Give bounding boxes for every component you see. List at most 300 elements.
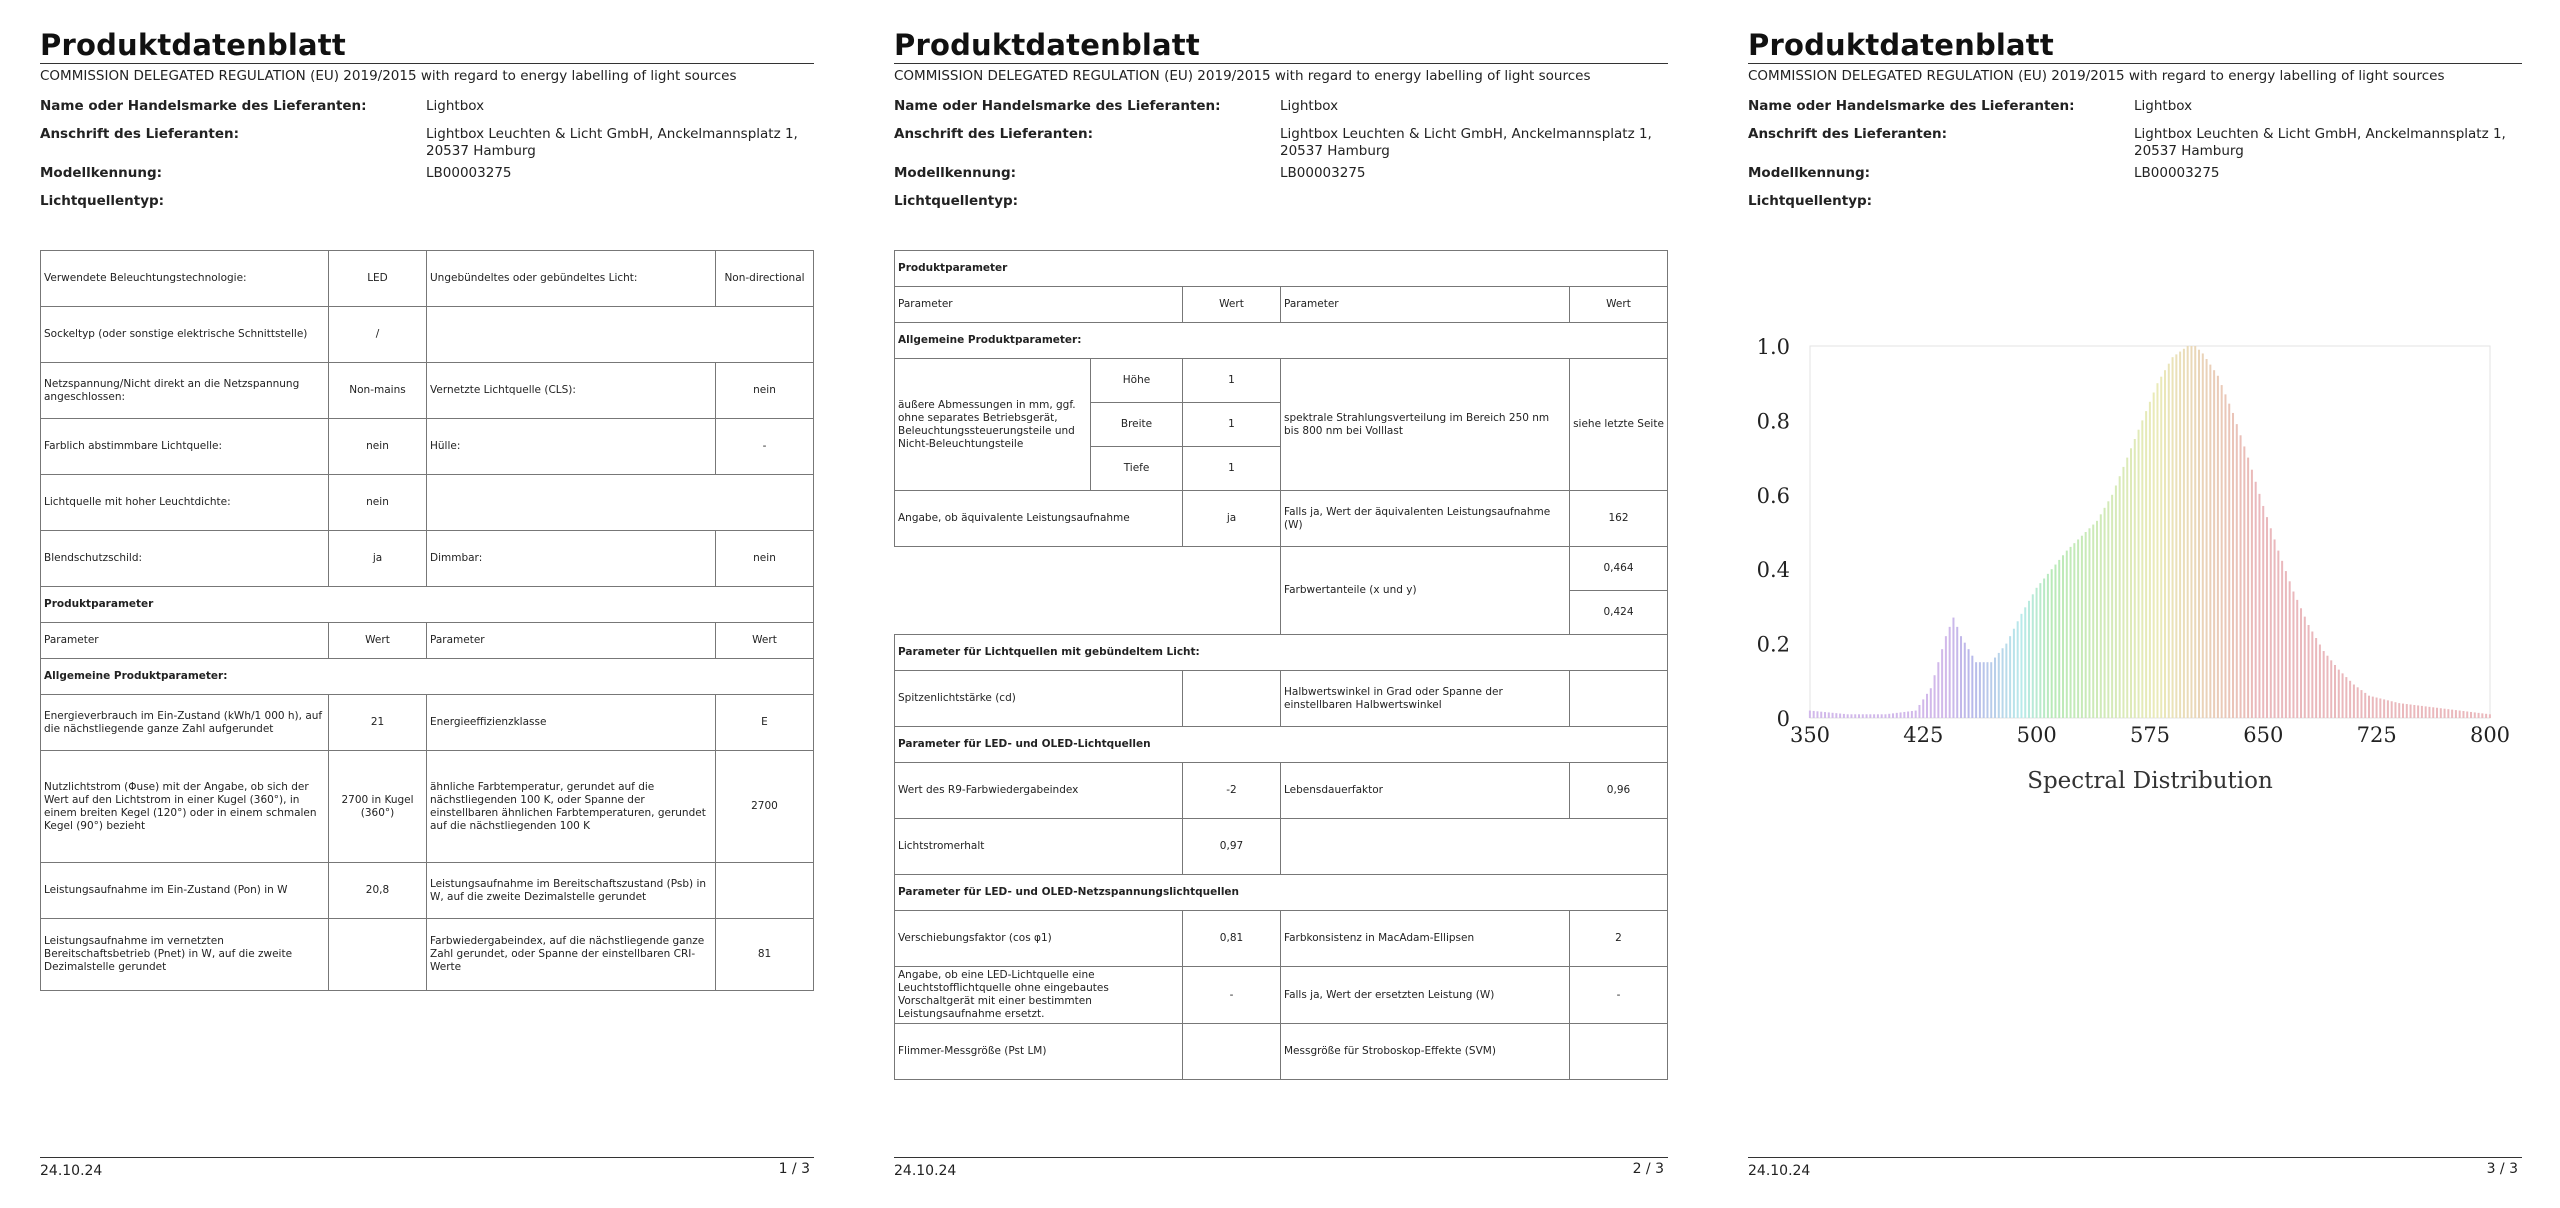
spectrum-bar — [2138, 430, 2140, 718]
table-cell — [1281, 819, 1668, 875]
table-row — [895, 671, 1668, 727]
spectrum-bar — [1960, 636, 1962, 718]
spectrum-bar — [1896, 713, 1898, 718]
table-cell: Breite — [1091, 403, 1183, 447]
table-row — [895, 763, 1668, 819]
footer-divider — [40, 1157, 814, 1158]
section-header-row — [895, 323, 1668, 359]
datasheet-page-1 — [40, 0, 814, 1208]
spectrum-bar — [2149, 402, 2151, 718]
column-header-row — [41, 623, 814, 659]
x-tick-label: 575 — [2129, 723, 2171, 747]
spectrum-bar — [1915, 711, 1917, 718]
spectrum-bar — [1888, 714, 1890, 718]
supplier-name-value: Lightbox — [2134, 98, 2193, 114]
spectrum-bar — [2024, 607, 2026, 718]
spectrum-bar — [2398, 703, 2400, 718]
spectrum-bar — [2179, 352, 2181, 718]
spectrum-bar — [1907, 711, 1909, 718]
spectrum-bar — [2402, 704, 2404, 718]
spectrum-bar — [1918, 705, 1920, 718]
spectrum-bar — [2209, 365, 2211, 718]
supplier-name-label: Name oder Handelsmarke des Lieferanten: — [40, 98, 367, 114]
table-cell: Farbwiedergabeindex, auf die nächstliegende ganze Zahl gerundet, oder Spanne der einstellbaren CRI-Werte — [427, 919, 716, 991]
spectrum-bar — [2051, 569, 2053, 718]
table-cell: E — [716, 695, 814, 751]
supplier-address-label: Anschrift des Lieferanten: — [894, 126, 1093, 142]
section-title: Allgemeine Produktparameter: — [895, 323, 1668, 359]
spectrum-bar — [2100, 514, 2102, 718]
table-cell: siehe letzte Seite — [1570, 359, 1668, 491]
spectrum-bar — [2213, 370, 2215, 718]
spectrum-bar — [2474, 712, 2476, 718]
spectrum-bar — [2224, 394, 2226, 718]
spectrum-bar — [1979, 662, 1981, 718]
spectrum-bar — [2440, 708, 2442, 718]
table-row — [41, 695, 814, 751]
table-cell: Hülle: — [427, 419, 716, 475]
section-header-row — [41, 659, 814, 695]
table-cell: Falls ja, Wert der äquivalenten Leistungsaufnahme (W) — [1281, 491, 1570, 547]
spectrum-bar — [2058, 560, 2060, 718]
spectrum-bar — [2255, 482, 2257, 718]
spectrum-bar — [2107, 501, 2109, 718]
column-header: Parameter — [41, 623, 329, 659]
page-number: 3 / 3 — [2486, 1161, 2518, 1177]
spectrum-bar — [2232, 413, 2234, 718]
spectrum-bar — [2183, 349, 2185, 718]
spectrum-bar — [2243, 446, 2245, 718]
section-title: Produktparameter — [41, 587, 814, 623]
x-tick-label: 425 — [1903, 723, 1944, 747]
table-cell: spektrale Strahlungsverteilung im Bereich 250 nm bis 800 nm bei Volllast — [1281, 359, 1570, 491]
table-cell: Sockeltyp (oder sonstige elektrische Schnittstelle) — [41, 307, 329, 363]
model-value: LB00003275 — [1280, 165, 1366, 181]
spectrum-bar — [1847, 714, 1849, 718]
table-cell — [1183, 671, 1281, 727]
spectrum-bar — [2447, 709, 2449, 718]
table-cell: Dimmbar: — [427, 531, 716, 587]
spectrum-bar — [1964, 643, 1966, 718]
spectrum-bar — [2432, 707, 2434, 718]
spectrum-bar — [2187, 346, 2189, 718]
table-row — [41, 363, 814, 419]
spectrum-bar — [1926, 694, 1928, 718]
spectrum-bar — [2062, 555, 2064, 718]
table-cell: Blendschutzschild: — [41, 531, 329, 587]
spectrum-bar — [2421, 706, 2423, 718]
spectrum-bar — [2039, 583, 2041, 718]
table-cell: / — [329, 307, 427, 363]
table-cell: 1 — [1183, 359, 1281, 403]
spectrum-bar — [2122, 467, 2124, 718]
supplier-name-value: Lightbox — [426, 98, 485, 114]
spectrum-bar — [2228, 404, 2230, 718]
table-cell: Spitzenlichtstärke (cd) — [895, 671, 1183, 727]
model-value: LB00003275 — [426, 165, 512, 181]
table-cell: nein — [329, 419, 427, 475]
spectrum-bar — [2206, 359, 2208, 718]
table-cell — [1570, 671, 1668, 727]
spectrum-bar — [2081, 536, 2083, 718]
column-header: Wert — [1183, 287, 1281, 323]
column-header: Wert — [329, 623, 427, 659]
title-divider — [894, 63, 1668, 64]
page-title: Produktdatenblatt — [894, 28, 1200, 62]
spectrum-bar — [1828, 712, 1830, 718]
model-label: Modellkennung: — [1748, 165, 1871, 181]
spectrum-bar — [2130, 448, 2132, 718]
table-cell: Höhe — [1091, 359, 1183, 403]
spectrum-bar — [1968, 649, 1970, 718]
table-cell: 0,424 — [1570, 591, 1668, 635]
x-tick-label: 650 — [2243, 723, 2284, 747]
section-title: Produktparameter — [895, 251, 1668, 287]
table-cell: -2 — [1183, 763, 1281, 819]
table-cell: nein — [716, 531, 814, 587]
spectrum-bar — [1952, 618, 1954, 718]
spectrum-bar — [1911, 711, 1913, 718]
spectrum-bar — [2372, 697, 2374, 718]
spectrum-bar — [2406, 704, 2408, 718]
spectrum-bar — [2462, 711, 2464, 718]
table-row — [41, 251, 814, 307]
table-cell: Leistungsaufnahme im vernetzten Bereitschaftsbetrieb (Pnet) in W, auf die zweite Dezimalstelle gerundet — [41, 919, 329, 991]
spectrum-bar — [2194, 346, 2196, 718]
spectrum-bar — [1813, 711, 1815, 718]
table-cell: 0,97 — [1183, 819, 1281, 875]
supplier-address-label: Anschrift des Lieferanten: — [1748, 126, 1947, 142]
table-cell: Verschiebungsfaktor (cos φ1) — [895, 911, 1183, 967]
chart-title: Spectral Distribution — [2027, 768, 2273, 794]
spectrum-bar — [1866, 714, 1868, 718]
table-cell: ja — [1183, 491, 1281, 547]
table-cell: 0,96 — [1570, 763, 1668, 819]
footer-divider — [894, 1157, 1668, 1158]
light-source-type-label: Lichtquellentyp: — [894, 193, 1019, 209]
spectrum-bar — [2005, 644, 2007, 718]
title-divider — [1748, 63, 2522, 64]
spectrum-bar — [1903, 712, 1905, 718]
spectrum-bar — [2285, 571, 2287, 718]
spectrum-bar — [2190, 346, 2192, 718]
x-tick-label: 800 — [2469, 723, 2511, 747]
spectrum-bar — [2349, 681, 2351, 718]
column-header-row — [895, 287, 1668, 323]
spectrum-bar — [1824, 712, 1826, 718]
spectrum-bar — [2304, 617, 2306, 718]
table-row — [41, 863, 814, 919]
table-cell: Non-mains — [329, 363, 427, 419]
spectrum-bar — [1934, 675, 1936, 718]
datasheet-page-3 — [1748, 0, 2522, 1208]
supplier-address-value: Lightbox Leuchten & Licht GmbH, Anckelmannsplatz 1, 20537 Hamburg — [426, 126, 798, 159]
spectrum-bar — [2342, 673, 2344, 718]
table-cell: Halbwertswinkel in Grad oder Spanne der einstellbaren Halbwertswinkel — [1281, 671, 1570, 727]
table-cell: Netzspannung/Nicht direkt an die Netzspannung angeschlossen: — [41, 363, 329, 419]
table-cell: Energieverbrauch im Ein-Zustand (kWh/1 000 h), auf die nächstliegende ganze Zahl aufgerundet — [41, 695, 329, 751]
spectrum-bar — [2277, 551, 2279, 718]
section-title: Allgemeine Produktparameter: — [41, 659, 814, 695]
spectrum-bar — [1956, 627, 1958, 718]
spectrum-bar — [1873, 714, 1875, 718]
spectrum-bar — [2451, 710, 2453, 718]
spectrum-bar — [2168, 364, 2170, 718]
regulation-line: COMMISSION DELEGATED REGULATION (EU) 2019/2015 with regard to energy labelling of light sources — [894, 68, 1591, 84]
spectrum-bar — [2383, 699, 2385, 718]
spectrum-bar — [2485, 714, 2487, 718]
spectrum-bar — [2368, 696, 2370, 718]
y-tick-label: 0.2 — [1756, 632, 1790, 657]
supplier-address-label: Anschrift des Lieferanten: — [40, 126, 239, 142]
table-cell: 20,8 — [329, 863, 427, 919]
spectrum-bar — [2156, 383, 2158, 718]
product-table-page-1 — [40, 250, 814, 991]
spectrum-bar — [2481, 713, 2483, 718]
section-header-row — [895, 635, 1668, 671]
spectrum-bar — [1975, 662, 1977, 718]
y-tick-label: 0.6 — [1756, 483, 1790, 508]
table-cell: Leistungsaufnahme im Ein-Zustand (Pon) in W — [41, 863, 329, 919]
supplier-address-value: Lightbox Leuchten & Licht GmbH, Anckelmannsplatz 1, 20537 Hamburg — [2134, 126, 2506, 159]
spectrum-bar — [1839, 714, 1841, 718]
spectrum-bar — [1843, 714, 1845, 718]
spectrum-bar — [2266, 517, 2268, 718]
column-header: Parameter — [427, 623, 716, 659]
table-row — [895, 359, 1668, 403]
spectrum-bar — [1941, 649, 1943, 718]
spectrum-bar — [2292, 592, 2294, 718]
y-tick-label: 0.8 — [1756, 409, 1790, 434]
section-title: Parameter für Lichtquellen mit gebündeltem Licht: — [895, 635, 1668, 671]
spectrum-bar — [2077, 539, 2079, 718]
spectrum-bar — [2289, 581, 2291, 718]
model-value: LB00003275 — [2134, 165, 2220, 181]
spectrum-bar — [1869, 714, 1871, 718]
spectrum-bar — [1949, 627, 1951, 718]
table-cell: - — [716, 419, 814, 475]
table-row — [895, 1024, 1668, 1080]
spectrum-bar — [2466, 711, 2468, 718]
spectrum-bar — [2153, 393, 2155, 719]
spectrum-bar — [2047, 574, 2049, 718]
table-cell: 81 — [716, 919, 814, 991]
table-cell: - — [1570, 967, 1668, 1024]
table-cell: Leistungsaufnahme im Bereitschaftszustand (Psb) in W, auf die zweite Dezimalstelle gerundet — [427, 863, 716, 919]
table-cell: Nutzlichtstrom (Φuse) mit der Angabe, ob sich der Wert auf den Lichtstrom in einer Kugel (360°), in einem breiten Kegel (120°) oder in einem schmalen Kegel (90°) bezieht — [41, 751, 329, 863]
spectrum-bar — [2073, 543, 2075, 718]
y-tick-label: 0 — [1776, 707, 1790, 731]
spectrum-bar — [2274, 539, 2276, 718]
spectrum-bar — [2043, 579, 2045, 719]
spectrum-bar — [2281, 561, 2283, 718]
table-row — [41, 419, 814, 475]
spectrum-bar — [2217, 376, 2219, 718]
spectrum-bar — [2119, 476, 2121, 718]
spectrum-bar — [1809, 711, 1811, 718]
spectrum-bar — [1850, 714, 1852, 718]
spectrum-bar — [2070, 547, 2072, 718]
table-cell: Vernetzte Lichtquelle (CLS): — [427, 363, 716, 419]
table-cell: ähnliche Farbtemperatur, gerundet auf die nächstliegenden 100 K, oder Spanne der einstellbaren ähnlichen Farbtemperaturen, gerundet auf die nächstliegenden 100 K — [427, 751, 716, 863]
footer-divider — [1748, 1157, 2522, 1158]
spectrum-bar — [2002, 648, 2004, 718]
spectrum-bar — [2104, 508, 2106, 718]
supplier-name-label: Name oder Handelsmarke des Lieferanten: — [894, 98, 1221, 114]
table-cell: ja — [329, 531, 427, 587]
spectrum-bar — [1937, 662, 1939, 718]
section-header-row — [895, 727, 1668, 763]
y-axis-ticks — [1757, 335, 1790, 731]
spectrum-bar — [2115, 486, 2117, 719]
section-header-row — [895, 875, 1668, 911]
column-header: Parameter — [895, 287, 1183, 323]
spectrum-bar — [1862, 714, 1864, 718]
spectrum-bar — [2394, 702, 2396, 718]
spectrum-bar — [2032, 594, 2034, 718]
spectrum-bar — [2345, 677, 2347, 718]
table-cell: nein — [329, 475, 427, 531]
table-cell: Flimmer-Messgröße (Pst LM) — [895, 1024, 1183, 1080]
table-cell: 21 — [329, 695, 427, 751]
spectrum-bar — [2202, 353, 2204, 718]
x-axis-ticks — [1790, 723, 2510, 747]
table-row — [895, 967, 1668, 1024]
spectrum-bar — [2315, 638, 2317, 718]
footer-date: 24.10.24 — [1748, 1163, 1811, 1179]
spectrum-bar — [2391, 701, 2393, 718]
footer-date: 24.10.24 — [894, 1163, 957, 1179]
table-cell — [329, 919, 427, 991]
spectrum-bar — [1930, 688, 1932, 718]
table-cell: 1 — [1183, 447, 1281, 491]
table-cell: Ungebündeltes oder gebündeltes Licht: — [427, 251, 716, 307]
spectrum-bar — [2013, 629, 2015, 718]
spectrum-bar — [1922, 699, 1924, 718]
table-cell: 2700 in Kugel (360°) — [329, 751, 427, 863]
table-row — [41, 751, 814, 863]
spectrum-bar — [2357, 687, 2359, 718]
spectrum-bar — [1835, 713, 1837, 718]
table-cell: 2 — [1570, 911, 1668, 967]
spectrum-bar — [2111, 495, 2113, 718]
spectrum-bar — [2353, 685, 2355, 718]
spectrum-bar — [1945, 636, 1947, 718]
supplier-name-label: Name oder Handelsmarke des Lieferanten: — [1748, 98, 2075, 114]
spectrum-bar — [2251, 470, 2253, 718]
spectrum-bar — [2020, 614, 2022, 718]
table-row — [41, 307, 814, 363]
spectrum-bar — [2198, 350, 2200, 718]
spectrum-bar — [1858, 714, 1860, 718]
section-header-row — [41, 587, 814, 623]
table-row — [41, 475, 814, 531]
section-title: Parameter für LED- und OLED-Netzspannungslichtquellen — [895, 875, 1668, 911]
spectrum-bar — [1994, 658, 1996, 718]
column-header: Parameter — [1281, 287, 1570, 323]
table-cell: Energieeffizienzklasse — [427, 695, 716, 751]
spectrum-bar — [2054, 565, 2056, 718]
table-cell: Lichtquelle mit hoher Leuchtdichte: — [41, 475, 329, 531]
table-cell: Non-directional — [716, 251, 814, 307]
spectrum-bar — [2172, 357, 2174, 718]
table-cell: Farblich abstimmbare Lichtquelle: — [41, 419, 329, 475]
spectrum-bar — [2308, 625, 2310, 718]
spectrum-bar — [2436, 708, 2438, 718]
spectrum-bar — [2028, 601, 2030, 718]
table-cell: Lichtstromerhalt — [895, 819, 1183, 875]
x-tick-label: 725 — [2356, 723, 2397, 747]
spectrum-bar — [1881, 714, 1883, 718]
spectrum-bar — [2489, 714, 2491, 718]
table-row — [895, 491, 1668, 547]
spectrum-bar — [2323, 651, 2325, 718]
spectrum-bar — [1971, 656, 1973, 718]
spectrum-bar — [2376, 698, 2378, 718]
spectrum-bar — [2240, 435, 2242, 718]
spectrum-bar — [2066, 551, 2068, 718]
spectrum-bar — [2270, 528, 2272, 718]
footer-date: 24.10.24 — [40, 1163, 103, 1179]
table-cell: Tiefe — [1091, 447, 1183, 491]
spectrum-bar — [2160, 377, 2162, 718]
table-cell: Lebensdauerfaktor — [1281, 763, 1570, 819]
page-number: 1 / 3 — [778, 1161, 810, 1177]
table-cell: Farbkonsistenz in MacAdam-Ellipsen — [1281, 911, 1570, 967]
spectrum-bar — [2330, 660, 2332, 718]
spectrum-bar — [2300, 608, 2302, 718]
light-source-type-label: Lichtquellentyp: — [1748, 193, 1873, 209]
spectrum-bar — [2334, 665, 2336, 718]
spectrum-bar — [2379, 698, 2381, 718]
spectrum-bar — [2141, 420, 2143, 718]
column-header: Wert — [1570, 287, 1668, 323]
model-label: Modellkennung: — [894, 165, 1017, 181]
product-table-page-2 — [894, 250, 1668, 1080]
spectrum-bar — [2360, 690, 2362, 718]
spectrum-bar — [2470, 712, 2472, 718]
spectrum-bar — [1884, 714, 1886, 718]
table-row — [895, 547, 1668, 591]
spectrum-bar — [1877, 714, 1879, 718]
spectrum-bar — [2017, 621, 2019, 718]
supplier-address-value: Lightbox Leuchten & Licht GmbH, Anckelmannsplatz 1, 20537 Hamburg — [1280, 126, 1652, 159]
table-cell: LED — [329, 251, 427, 307]
section-header-row — [895, 251, 1668, 287]
page-number: 2 / 3 — [1632, 1161, 1664, 1177]
table-row — [895, 911, 1668, 967]
spectrum-bar — [2221, 385, 2223, 718]
spectrum-bar — [2319, 645, 2321, 718]
model-label: Modellkennung: — [40, 165, 163, 181]
spectrum-bar — [2410, 705, 2412, 718]
page-title: Produktdatenblatt — [40, 28, 346, 62]
spectrum-bar — [1986, 662, 1988, 718]
table-cell: Verwendete Beleuchtungstechnologie: — [41, 251, 329, 307]
table-cell: - — [1183, 967, 1281, 1024]
spectrum-bar — [2455, 710, 2457, 718]
regulation-line: COMMISSION DELEGATED REGULATION (EU) 2019/2015 with regard to energy labelling of light sources — [40, 68, 737, 84]
spectrum-bar — [2175, 354, 2177, 718]
spectrum-bar — [1854, 714, 1856, 718]
spectrum-bar — [1892, 713, 1894, 718]
section-title: Parameter für LED- und OLED-Lichtquellen — [895, 727, 1668, 763]
spectrum-bar — [2145, 411, 2147, 718]
table-cell — [895, 547, 1281, 635]
table-cell: nein — [716, 363, 814, 419]
table-cell — [1570, 1024, 1668, 1080]
spectrum-bar — [1900, 712, 1902, 718]
